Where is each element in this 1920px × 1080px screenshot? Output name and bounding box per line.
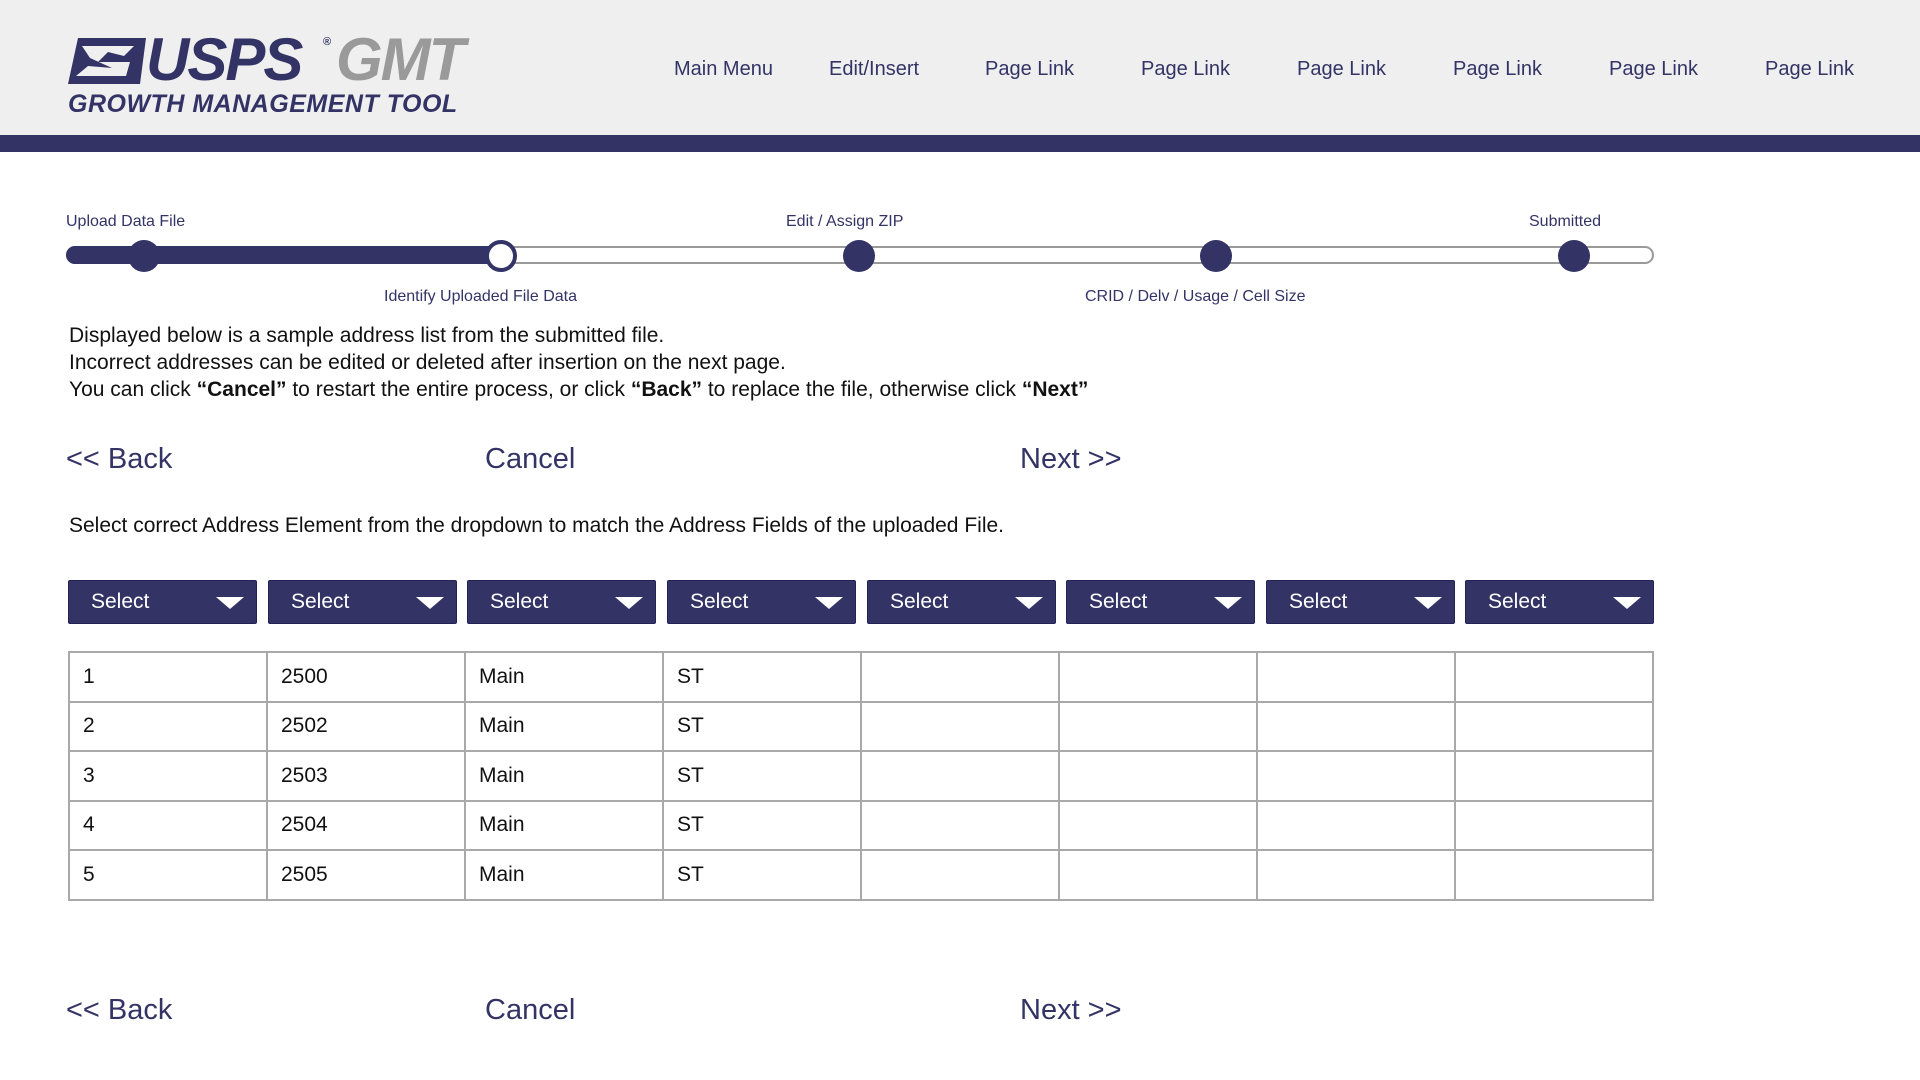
dropdown-value: Select [1289,590,1348,613]
instruction-line-3-part-b: to restart the entire process, or click [286,378,631,401]
chevron-down-icon [416,597,444,609]
table-cell: Main [465,702,663,752]
step-label-submitted: Submitted [1529,213,1602,230]
logo-usps-text: USPS [146,26,302,93]
instruction-line-3-part-c: to replace the file, otherwise click [702,378,1022,401]
table-cell [1455,652,1653,702]
table-cell [1455,850,1653,900]
table-cell: ST [663,751,861,801]
dropdown-value: Select [890,590,949,613]
table-cell: Main [465,751,663,801]
table-cell [861,850,1059,900]
logo-registered-mark: ® [323,36,332,48]
usps-gmt-logo[interactable] [68,26,498,122]
step-label-identify: Identify Uploaded File Data [384,288,577,305]
dropdown-value: Select [1488,590,1547,613]
table-cell: Main [465,801,663,851]
table-cell: 1 [69,652,267,702]
back-button-bottom[interactable]: << Back [66,994,173,1026]
table-cell [1059,850,1257,900]
table-cell: Main [465,850,663,900]
table-cell: 2505 [267,850,465,900]
instruction-line-2: Incorrect addresses can be edited or deleted after insertion on the next page. [69,351,786,374]
chevron-down-icon [815,597,843,609]
instruction-line-3 [69,378,1088,402]
eagle-icon [68,36,146,86]
column-5-dropdown[interactable] [867,580,1056,624]
nav-page-link-6[interactable]: Page Link [1765,58,1854,80]
select-prompt: Select correct Address Element from the dropdown to match the Address Fields of the uploaded File. [69,514,1004,537]
instruction-back-emphasis: “Back” [630,378,703,401]
table-cell [861,702,1059,752]
chevron-down-icon [1414,597,1442,609]
table-cell [1455,751,1653,801]
table-cell [1059,652,1257,702]
instruction-next-emphasis: “Next” [1021,378,1089,401]
table-cell [1257,801,1455,851]
instruction-line-1: Displayed below is a sample address list from the submitted file. [69,324,665,347]
table-cell: ST [663,702,861,752]
column-6-dropdown[interactable] [1066,580,1255,624]
nav-page-link-4[interactable]: Page Link [1453,58,1542,80]
table-cell [1455,702,1653,752]
table-cell [1059,751,1257,801]
column-3-dropdown[interactable] [467,580,656,624]
table-row [69,801,1653,851]
table-cell: 2500 [267,652,465,702]
next-button-bottom[interactable]: Next >> [1020,994,1122,1026]
logo-gmt-text: GMT [336,26,464,93]
dropdown-value: Select [291,590,350,613]
table-cell: ST [663,850,861,900]
column-7-dropdown[interactable] [1266,580,1455,624]
step-dot-crid[interactable] [1200,240,1232,272]
cancel-button-bottom[interactable]: Cancel [485,994,576,1026]
back-button-top[interactable]: << Back [66,443,173,475]
header [0,0,1920,135]
table-cell [1257,652,1455,702]
step-label-edit-assign-zip: Edit / Assign ZIP [786,213,904,230]
nav-page-link-5[interactable]: Page Link [1609,58,1698,80]
dropdown-value: Select [1089,590,1148,613]
column-4-dropdown[interactable] [667,580,856,624]
column-8-dropdown[interactable] [1465,580,1654,624]
next-button-top[interactable]: Next >> [1020,443,1122,475]
step-dot-identify[interactable] [485,240,517,272]
dropdown-value: Select [91,590,150,613]
table-cell [1455,801,1653,851]
chevron-down-icon [216,597,244,609]
table-cell: 4 [69,801,267,851]
logo-subtitle: GROWTH MANAGEMENT TOOL [68,90,458,118]
table-cell [1059,801,1257,851]
chevron-down-icon [615,597,643,609]
table-cell: 2502 [267,702,465,752]
table-cell: 3 [69,751,267,801]
dropdown-value: Select [490,590,549,613]
table-cell: Main [465,652,663,702]
cancel-button-top[interactable]: Cancel [485,443,576,475]
instruction-cancel-emphasis: “Cancel” [196,378,287,401]
chevron-down-icon [1015,597,1043,609]
table-cell: 2503 [267,751,465,801]
header-divider-bar [0,135,1920,152]
table-cell: 2504 [267,801,465,851]
address-sample-table [68,651,1654,901]
table-cell [1257,702,1455,752]
table-cell [1059,702,1257,752]
table-cell: 2 [69,702,267,752]
step-label-upload: Upload Data File [66,213,186,230]
column-1-dropdown[interactable] [68,580,257,624]
table-row [69,850,1653,900]
step-dot-upload[interactable] [128,240,160,272]
nav-page-link-3[interactable]: Page Link [1297,58,1386,80]
dropdown-value: Select [690,590,749,613]
table-cell [1257,850,1455,900]
column-2-dropdown[interactable] [268,580,457,624]
table-cell [1257,751,1455,801]
step-dot-submitted[interactable] [1558,240,1590,272]
nav-edit-insert[interactable]: Edit/Insert [829,58,920,80]
table-cell: 5 [69,850,267,900]
table-cell: ST [663,801,861,851]
table-row [69,751,1653,801]
chevron-down-icon [1214,597,1242,609]
table-cell [861,751,1059,801]
step-dot-edit-assign-zip[interactable] [843,240,875,272]
nav-main-menu[interactable]: Main Menu [674,58,773,80]
nav-page-link-2[interactable]: Page Link [1141,58,1230,80]
table-cell: ST [663,652,861,702]
table-row [69,652,1653,702]
instruction-line-3-part-a: You can click [69,378,197,401]
table-cell [861,801,1059,851]
chevron-down-icon [1613,597,1641,609]
table-row [69,702,1653,752]
nav-page-link-1[interactable]: Page Link [985,58,1074,80]
table-cell [861,652,1059,702]
step-label-crid: CRID / Delv / Usage / Cell Size [1085,288,1306,305]
